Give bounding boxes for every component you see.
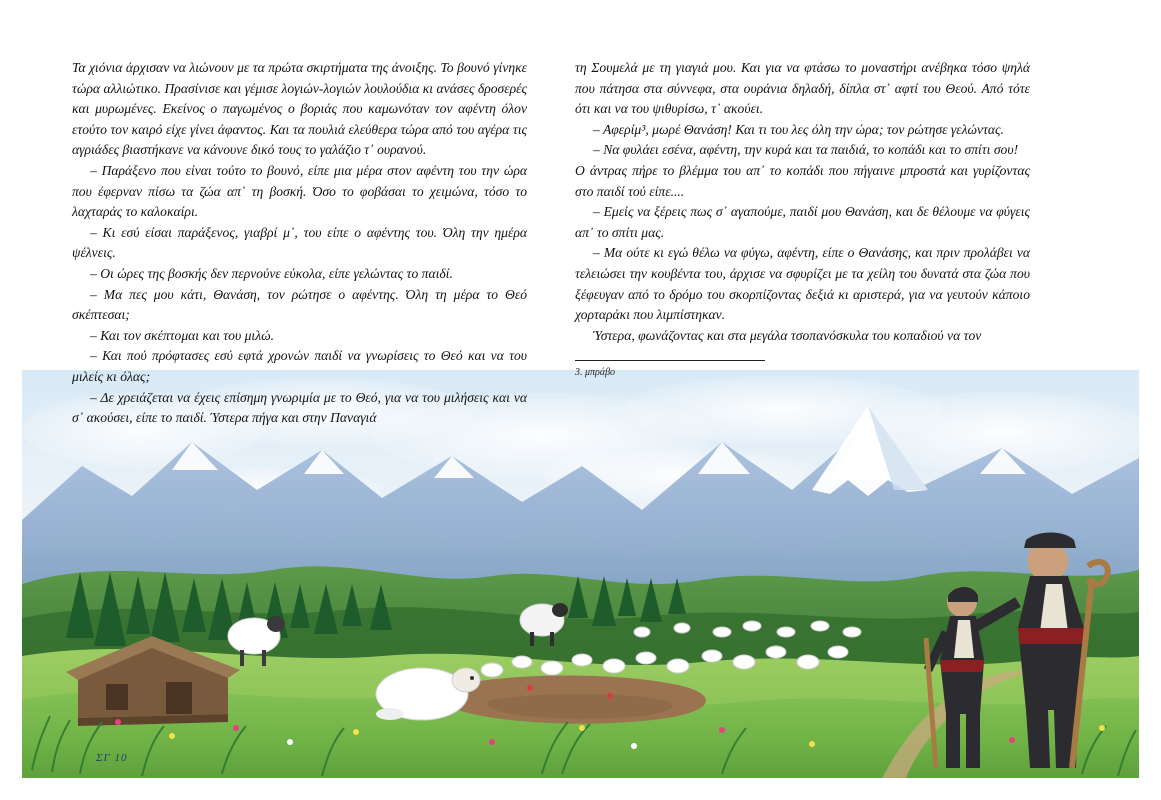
paragraph: Ο άντρας πήρε το βλέμμα του απ᾿ το κοπάδι που πήγαινε μπροστά και γυρίζοντας στο παιδί τού είπε.... <box>575 162 1030 199</box>
illustration-svg <box>22 370 1139 778</box>
illustration <box>22 370 1139 778</box>
right-text-column <box>575 58 1030 418</box>
paragraph: – Μα πες μου κάτι, Θανάση, τον ρώτησε ο αφέντης. Όλη τη μέρα το Θεό σκέπτεσαι; <box>72 286 527 323</box>
footnote-divider <box>575 360 765 361</box>
paragraph: – Αφερίμ³, μωρέ Θανάση! Και τι του λες όλη την ώρα; τον ρώτησε γελώντας. <box>593 121 1004 137</box>
text-spread <box>0 58 1161 426</box>
footnote-body: μπράβο <box>585 367 616 379</box>
hut-window <box>106 684 128 710</box>
paragraph: Ύστερα, φωνάζοντας και στα μεγάλα τσοπανόσκυλα του κοπαδιού να τον <box>593 327 982 343</box>
paragraph: – Και τον σκέπτομαι και του μιλώ. <box>90 327 274 343</box>
left-text-column <box>72 58 527 426</box>
paragraph: – Να φυλάει εσένα, αφέντη, την κυρά και τα παιδιά, το κοπάδι και το σπίτι σου! <box>593 142 1019 158</box>
paragraph: τη Σουμελά με τη γιαγιά μου. Και για να φτάσω το μοναστήρι ανέβηκα τόσο ψηλά που πάτησα στα σύννεφα, στα ουράνια δηλαδή, δίπλα στ᾿ αφτί του Θεού. Από τότε ότι και να του ψιθυρίσω, τ᾿ ακούει. <box>575 60 1030 117</box>
artist-signature: ΣΓ 10 <box>96 752 128 764</box>
paragraph: – Και πού πρόφτασες εσύ εφτά χρονών παιδί να γνωρίσεις το Θεό και να του μιλείς κι όλας; <box>72 348 527 384</box>
paragraph: – Μα ούτε κι εγώ θέλω να φύγω, αφέντη, είπε ο Θανάσης, και πριν προλάβει να τελειώσει την κουβέντα του, άρχισε να σφυρίζει με τα χείλη του δυνατά στα ζώα που ξέφευγαν από το δρόμο του σκορπίζοντας δεξιά κι αριστερά, για να γευτούν κάποιο χορταράκι που λιμπίστηκαν. <box>575 245 1030 323</box>
paragraph: – Κι εσύ είσαι παράξενος, γιαβρί μ᾿, του είπε ο αφέντης του. Όλη την ημέρα ψέλνεις. <box>72 224 527 261</box>
boy-sash <box>940 660 984 672</box>
footnote-line <box>575 366 875 379</box>
paragraph: – Δε χρειάζεται να έχεις επίσημη γνωριμία με το Θεό, για να του μιλήσεις και να σ᾿ ακούσει, είπε το παιδί. Ύστερα πήγα και στην Παναγιά <box>72 389 527 426</box>
paragraph: – Εμείς να ξέρεις πως σ᾿ αγαπούμε, παιδί μου Θανάση, και δε θέλουμε να φύγεις απ᾿ το σπίτι μας. <box>575 204 1030 240</box>
paragraph: Τα χιόνια άρχισαν να λιώνουν με τα πρώτα σκιρτήματα της άνοιξης. Το βουνό γίνηκε τώρα αλλιώτικο. Πρασίνισε και γέμισε λογιών-λογιών λουλούδια κι ανάσες δροσερές και μυρωμένες. Εκείνος ο παγωμένος ο βοριάς που καμωνόταν τον αφέντη όλον ετούτο τον καιρό είχε γίνει άφαντος. Και τα πουλιά ελεύθερα τώρα από του αγέρα τις αγριάδες βιαστήκανε να κάνουνε δικό τους το γαλάζιο τ᾿ ουρανού. <box>72 60 527 158</box>
hut-door <box>166 682 192 714</box>
paragraph: – Παράξενο που είναι τούτο το βουνό, είπε μια μέρα στον αφέντη του την ώρα που έφερναν πίσω τα ζώα απ᾿ τη βοσκή. Όσο το φοβάσαι το χειμώνα, τόσο το λαχταράς το καλοκαίρι. <box>72 162 527 220</box>
paragraph: – Οι ώρες της βοσκής δεν περνούνε εύκολα, είπε γελώντας το παιδί. <box>90 265 453 281</box>
shepherd-sash <box>1018 628 1084 644</box>
footnote <box>575 360 875 379</box>
footnote-marker: 3. <box>575 367 583 379</box>
